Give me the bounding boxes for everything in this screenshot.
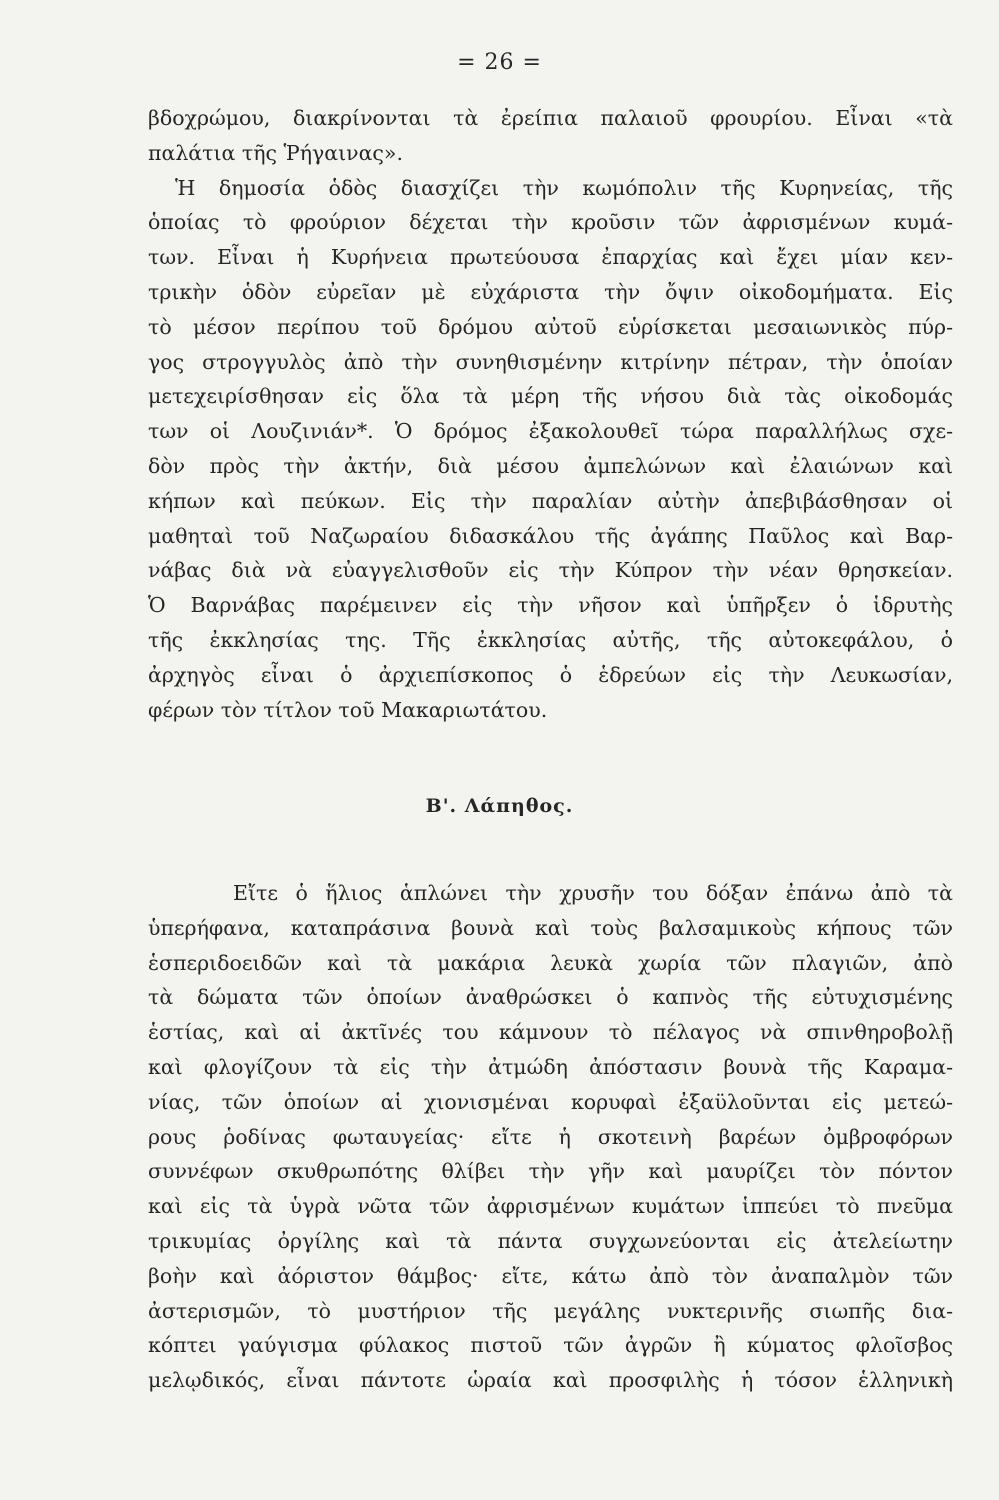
- paragraph-line: κήπων καὶ πεύκων. Εἰς τὴν παραλίαν αὐτὴν ἀπεβιβάσθησαν οἱ: [148, 488, 953, 513]
- paragraph-line: ἑσπεριδοειδῶν καὶ τὰ μακάρια λευκὰ χωρία τῶν πλαγιῶν, ἀπὸ: [148, 950, 953, 975]
- paragraph-line: καὶ φλογίζουν τὰ εἰς τὴν ἀτμώδη ἀπόστασιν βουνὰ τῆς Καραμα-: [148, 1054, 953, 1079]
- paragraph-line: ὁποίας τὸ φρούριον δέχεται τὴν κροῦσιν τῶν ἀφρισμένων κυμά-: [148, 210, 953, 235]
- paragraph-line: μετεχειρίσθησαν εἰς ὅλα τὰ μέρη τῆς νήσου διὰ τὰς οἰκοδομάς: [148, 384, 953, 409]
- paragraph-line: μελῳδικός, εἶναι πάντοτε ὡραία καὶ προσφιλὴς ἡ τόσον ἑλληνικὴ: [148, 1368, 953, 1393]
- paragraph-line: δὸν πρὸς τὴν ἀκτήν, διὰ μέσου ἀμπελώνων καὶ ἐλαιώνων καὶ: [148, 453, 953, 478]
- paragraph-line: των. Εἶναι ἡ Κυρήνεια πρωτεύουσα ἐπαρχίας καὶ ἔχει μίαν κεν-: [148, 245, 953, 270]
- paragraph-line: βοὴν καὶ ἀόριστον θάμβος· εἴτε, κάτω ἀπὸ τὸν ἀναπαλμὸν τῶν: [148, 1263, 953, 1288]
- paragraph-line: βδοχρώμου, διακρίνονται τὰ ἐρείπια παλαιοῦ φρουρίου. Εἶναι «τὰ: [148, 106, 953, 130]
- paragraph-line: Εἴτε ὁ ἥλιος ἁπλώνει τὴν χρυσῆν του δόξαν ἐπάνω ἀπὸ τὰ: [233, 881, 953, 905]
- paragraph-line: ρους ῥοδίνας φωταυγείας· εἴτε ἡ σκοτεινὴ βαρέων ὀμβροφόρων: [148, 1124, 953, 1149]
- paragraph-line: φέρων τὸν τίτλον τοῦ Μακαριωτάτου.: [148, 697, 548, 722]
- section-heading: Β'. Λάπηθος.: [425, 795, 574, 817]
- paragraph-line: ἀρχηγὸς εἶναι ὁ ἀρχιεπίσκοπος ὁ ἑδρεύων εἰς τὴν Λευκωσίαν,: [148, 662, 953, 687]
- text-block-top: [148, 101, 953, 727]
- paragraph-line: κόπτει γαύγισμα φύλακος πιστοῦ τῶν ἀγρῶν ἢ κύματος φλοῖσβος: [148, 1333, 953, 1358]
- paragraph-line: ἀστερισμῶν, τὸ μυστήριον τῆς μεγάλης νυκτερινῆς σιωπῆς δια-: [148, 1298, 953, 1323]
- paragraph-line: τὸ μέσον περίπου τοῦ δρόμου αὐτοῦ εὑρίσκεται μεσαιωνικὸς πύρ-: [148, 314, 953, 339]
- paragraph-line: νάβας διὰ νὰ εὐαγγελισθοῦν εἰς τὴν Κύπρον τὴν νέαν θρησκείαν.: [148, 558, 953, 583]
- paragraph-line: ἑστίας, καὶ αἱ ἀκτῖνές του κάμνουν τὸ πέλαγος νὰ σπινθηροβολῇ: [148, 1020, 953, 1045]
- paragraph-line: τρικὴν ὁδὸν εὐρεῖαν μὲ εὐχάριστα τὴν ὄψιν οἰκοδομήματα. Εἰς: [148, 279, 953, 304]
- paragraph-line: γος στρογγυλὸς ἀπὸ τὴν συνηθισμένην κιτρίνην πέτραν, τὴν ὁποίαν: [148, 349, 953, 374]
- paragraph-line: συννέφων σκυθρωπότης θλίβει τὴν γῆν καὶ μαυρίζει τὸν πόντον: [148, 1159, 953, 1184]
- paragraph-line: τῆς ἐκκλησίας της. Τῆς ἐκκλησίας αὐτῆς, τῆς αὐτοκεφάλου, ὁ: [148, 627, 953, 652]
- page-number: = 26 =: [457, 50, 542, 75]
- paragraph-line: Ἡ δημοσία ὁδὸς διασχίζει τὴν κωμόπολιν τῆς Κυρηνείας, τῆς: [175, 175, 953, 200]
- paragraph-line: των οἱ Λουζινιάν*. Ὁ δρόμος ἐξακολουθεῖ τώρα παραλλήλως σχε-: [148, 419, 953, 444]
- paragraph-line: μαθηταὶ τοῦ Ναζωραίου διδασκάλου τῆς ἀγάπης Παῦλος καὶ Βαρ-: [148, 523, 953, 548]
- text-block-bottom: [148, 876, 953, 1398]
- paragraph-line: τὰ δώματα τῶν ὁποίων ἀναθρώσκει ὁ καπνὸς τῆς εὐτυχισμένης: [148, 985, 953, 1010]
- paragraph-line: ὑπερήφανα, καταπράσινα βουνὰ καὶ τοὺς βαλσαμικοὺς κήπους τῶν: [148, 915, 953, 940]
- paragraph-line: καὶ εἰς τὰ ὑγρὰ νῶτα τῶν ἀφρισμένων κυμάτων ἱππεύει τὸ πνεῦμα: [148, 1194, 953, 1219]
- paragraph-line: τρικυμίας ὀργίλης καὶ τὰ πάντα συγχωνεύονται εἰς ἀτελείωτην: [148, 1228, 953, 1253]
- paragraph-line: νίας, τῶν ὁποίων αἱ χιονισμέναι κορυφαὶ ἐξαϋλοῦνται εἰς μετεώ-: [148, 1089, 953, 1114]
- paragraph-line: Ὁ Βαρνάβας παρέμεινεν εἰς τὴν νῆσον καὶ ὑπῆρξεν ὁ ἱδρυτὴς: [148, 593, 953, 618]
- paragraph-line: παλάτια τῆς Ῥήγαινας».: [148, 140, 403, 165]
